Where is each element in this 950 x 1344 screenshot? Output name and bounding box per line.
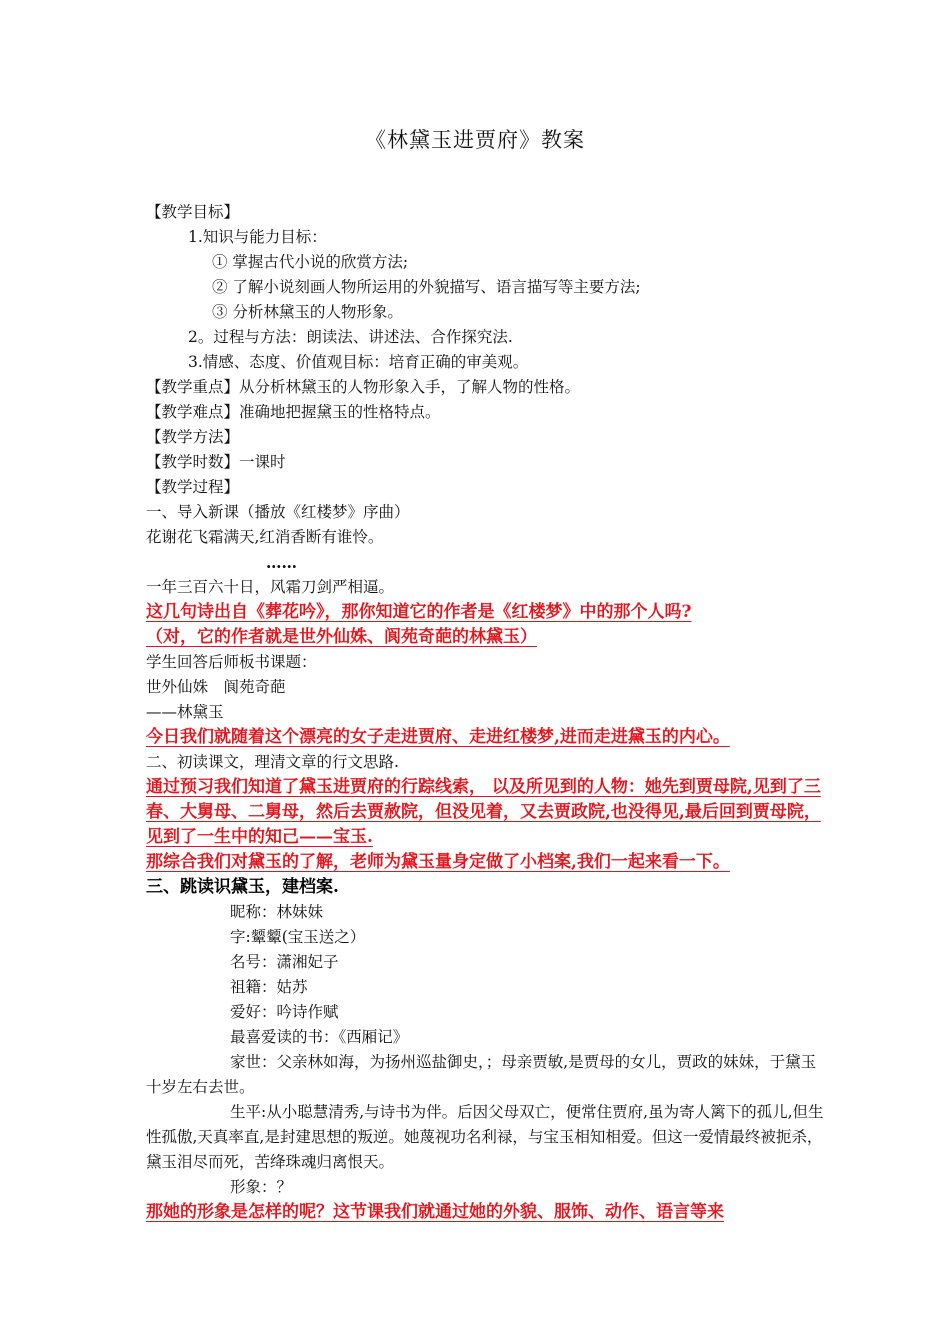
- red-route-summary: 通过预习我们知道了黛玉进贾府的行踪线索， 以及所见到的人物：她先到贾母院,见到了三春、大舅母、二舅母，然后去贾赦院，但没见着，又去贾政院,也没得见,最后回到贾母院，见到了一生中的知己——宝玉.: [146, 777, 821, 847]
- red-closing: 那她的形象是怎样的呢？这节课我们就通过她的外貌、服饰、动作、语言等来: [146, 1202, 724, 1222]
- step-three-heading: 三、跳读识黛玉，建档案.: [146, 877, 339, 897]
- goal-heading: 【教学目标】: [146, 203, 240, 221]
- goal-process: 2。过程与方法：朗读法、讲述法、合作探究法.: [188, 328, 513, 346]
- profile-hobby: 爱好：吟诗作赋: [230, 1003, 339, 1021]
- goal-knowledge-b: ② 了解小说刻画人物所运用的外貌描写、语言描写等主要方法;: [212, 278, 641, 296]
- profile-life: 生平:从小聪慧清秀,与诗书为伴。后因父母双亡，便常住贾府,虽为寄人篱下的孤儿,但生性孤傲,天真率直,是封建思想的叛逆。她蔑视功名利禄，与宝玉相知相爱。但这一爱情最终被扼杀，黛玉泪尽而死，苦绛珠魂归离恨天。: [146, 1103, 824, 1171]
- step-two-heading: 二、初读课文，理清文章的行文思路.: [146, 753, 399, 771]
- step-one-heading: 一、导入新课（播放《红楼梦》序曲）: [146, 503, 410, 521]
- board-name: ——林黛玉: [146, 703, 224, 721]
- teaching-hours: 【教学时数】一课时: [146, 453, 286, 471]
- teaching-process: 【教学过程】: [146, 478, 240, 496]
- poem-line-1: 花谢花飞霜满天,红消香断有谁怜。: [146, 528, 384, 546]
- profile-family: 家世：父亲林如海，为扬州巡盐御史，；母亲贾敏,是贾母的女儿，贾政的妹妹，于黛玉十岁左右去世。: [146, 1053, 817, 1096]
- profile-favorite-book: 最喜爱读的书：《西厢记》: [230, 1028, 409, 1046]
- profile-title: 名号：潇湘妃子: [230, 953, 339, 971]
- profile-origin: 祖籍：姑苏: [230, 978, 308, 996]
- red-profile-intro: 那综合我们对黛玉的了解，老师为黛玉量身定做了小档案,我们一起来看一下。: [146, 852, 730, 872]
- board-title: 世外仙姝 阆苑奇葩: [146, 678, 286, 696]
- document-title: 《林黛玉进贾府》教案: [365, 128, 585, 152]
- profile-image: 形象：？: [230, 1178, 293, 1196]
- poem-line-2: 一年三百六十日，风霜刀剑严相逼。: [146, 578, 395, 596]
- red-intro: 今日我们就随着这个漂亮的女子走进贾府、走进红楼梦,进而走进黛玉的内心。: [146, 727, 730, 747]
- teaching-focus: 【教学重点】从分析林黛玉的人物形象入手，了解人物的性格。: [146, 378, 581, 396]
- goal-knowledge-a: ① 掌握古代小说的欣赏方法;: [212, 253, 409, 271]
- board-intro: 学生回答后师板书课题：: [146, 653, 317, 671]
- teaching-difficulty: 【教学难点】准确地把握黛玉的性格特点。: [146, 403, 441, 421]
- profile-nickname: 昵称：林妹妹: [230, 903, 324, 921]
- teaching-method: 【教学方法】: [146, 428, 240, 446]
- profile-courtesy-name: 字:颦颦(宝玉送之）: [230, 928, 366, 946]
- red-answer: （对，它的作者就是世外仙姝、阆苑奇葩的林黛玉）: [146, 627, 537, 647]
- document-body: [146, 200, 826, 1225]
- goal-knowledge: 1.知识与能力目标：: [188, 228, 327, 246]
- goal-knowledge-c: ③ 分析林黛玉的人物形象。: [212, 303, 403, 321]
- poem-ellipsis: ……: [266, 553, 297, 572]
- red-question: 这几句诗出自《葬花吟》，那你知道它的作者是《红楼梦》中的那个人吗?: [146, 602, 692, 622]
- goal-emotion: 3.情感、态度、价值观目标：培育正确的审美观。: [188, 353, 529, 371]
